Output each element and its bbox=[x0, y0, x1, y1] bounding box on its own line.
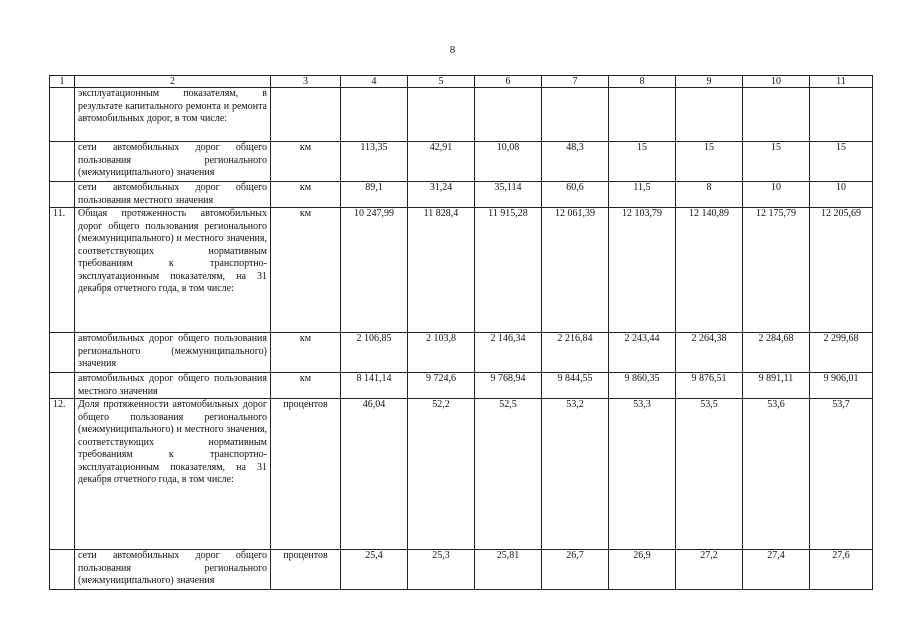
value-cell: 53,3 bbox=[609, 399, 676, 550]
column-number: 6 bbox=[475, 76, 542, 88]
indicator-description: сети автомобильных дорог общего пользования регионального (межмуниципального) значения bbox=[75, 550, 271, 590]
value-cell: 10 247,99 bbox=[341, 208, 408, 333]
unit-cell: км bbox=[271, 182, 341, 208]
value-cell: 15 bbox=[609, 142, 676, 182]
indicator-description: сети автомобильных дорог общего пользования регионального (межмуниципального) значения bbox=[75, 142, 271, 182]
value-cell bbox=[676, 88, 743, 142]
value-cell: 2 106,85 bbox=[341, 333, 408, 373]
value-cell: 9 768,94 bbox=[475, 373, 542, 399]
column-number: 10 bbox=[743, 76, 810, 88]
column-number: 11 bbox=[810, 76, 873, 88]
row-number bbox=[50, 550, 75, 590]
unit-cell: км bbox=[271, 373, 341, 399]
value-cell: 9 860,35 bbox=[609, 373, 676, 399]
column-number-row bbox=[50, 76, 873, 88]
unit-cell bbox=[271, 88, 341, 142]
page-number: 8 bbox=[449, 44, 456, 56]
value-cell: 9 906,01 bbox=[810, 373, 873, 399]
indicator-description: эксплуатационным показателям, в результате капитального ремонта и ремонта автомобильных дорог, в том числе: bbox=[75, 88, 271, 142]
value-cell: 2 146,34 bbox=[475, 333, 542, 373]
unit-cell: км bbox=[271, 142, 341, 182]
column-number: 9 bbox=[676, 76, 743, 88]
value-cell: 48,3 bbox=[542, 142, 609, 182]
indicators-table bbox=[49, 75, 873, 590]
value-cell: 12 205,69 bbox=[810, 208, 873, 333]
value-cell: 15 bbox=[743, 142, 810, 182]
unit-cell: км bbox=[271, 333, 341, 373]
table-row bbox=[50, 333, 873, 373]
value-cell: 15 bbox=[676, 142, 743, 182]
value-cell bbox=[609, 88, 676, 142]
table-row bbox=[50, 88, 873, 142]
indicator-description: автомобильных дорог общего пользования регионального (межмуниципального) значения bbox=[75, 333, 271, 373]
value-cell: 2 243,44 bbox=[609, 333, 676, 373]
value-cell: 2 264,38 bbox=[676, 333, 743, 373]
table-row bbox=[50, 373, 873, 399]
unit-cell: процентов bbox=[271, 399, 341, 550]
value-cell bbox=[810, 88, 873, 142]
value-cell bbox=[743, 88, 810, 142]
value-cell: 25,3 bbox=[408, 550, 475, 590]
value-cell: 35,114 bbox=[475, 182, 542, 208]
value-cell: 2 299,68 bbox=[810, 333, 873, 373]
value-cell: 113,35 bbox=[341, 142, 408, 182]
value-cell: 31,24 bbox=[408, 182, 475, 208]
value-cell: 42,91 bbox=[408, 142, 475, 182]
column-number: 3 bbox=[271, 76, 341, 88]
value-cell: 12 140,89 bbox=[676, 208, 743, 333]
row-number bbox=[50, 373, 75, 399]
value-cell: 11 828,4 bbox=[408, 208, 475, 333]
value-cell: 26,7 bbox=[542, 550, 609, 590]
value-cell: 25,81 bbox=[475, 550, 542, 590]
table-row bbox=[50, 550, 873, 590]
row-number bbox=[50, 333, 75, 373]
row-number: 11. bbox=[50, 208, 75, 333]
column-number: 1 bbox=[50, 76, 75, 88]
value-cell: 11,5 bbox=[609, 182, 676, 208]
table-row bbox=[50, 182, 873, 208]
value-cell: 9 876,51 bbox=[676, 373, 743, 399]
value-cell: 8 141,14 bbox=[341, 373, 408, 399]
table-row bbox=[50, 399, 873, 550]
value-cell bbox=[341, 88, 408, 142]
value-cell: 12 061,39 bbox=[542, 208, 609, 333]
unit-cell: км bbox=[271, 208, 341, 333]
row-number: 12. bbox=[50, 399, 75, 550]
value-cell: 27,2 bbox=[676, 550, 743, 590]
value-cell: 53,6 bbox=[743, 399, 810, 550]
value-cell: 12 103,79 bbox=[609, 208, 676, 333]
unit-cell: процентов bbox=[271, 550, 341, 590]
value-cell: 9 844,55 bbox=[542, 373, 609, 399]
value-cell bbox=[475, 88, 542, 142]
value-cell: 46,04 bbox=[341, 399, 408, 550]
value-cell: 10 bbox=[810, 182, 873, 208]
value-cell: 89,1 bbox=[341, 182, 408, 208]
value-cell: 15 bbox=[810, 142, 873, 182]
value-cell: 26,9 bbox=[609, 550, 676, 590]
value-cell: 2 284,68 bbox=[743, 333, 810, 373]
value-cell: 9 724,6 bbox=[408, 373, 475, 399]
column-number: 5 bbox=[408, 76, 475, 88]
row-number bbox=[50, 142, 75, 182]
row-number bbox=[50, 88, 75, 142]
value-cell: 10 bbox=[743, 182, 810, 208]
value-cell: 27,4 bbox=[743, 550, 810, 590]
value-cell: 2 103,8 bbox=[408, 333, 475, 373]
value-cell bbox=[408, 88, 475, 142]
table-row bbox=[50, 142, 873, 182]
value-cell: 53,5 bbox=[676, 399, 743, 550]
value-cell: 8 bbox=[676, 182, 743, 208]
indicator-description: сети автомобильных дорог общего пользования местного значения bbox=[75, 182, 271, 208]
table-row bbox=[50, 208, 873, 333]
row-number bbox=[50, 182, 75, 208]
value-cell bbox=[542, 88, 609, 142]
value-cell: 52,5 bbox=[475, 399, 542, 550]
value-cell: 52,2 bbox=[408, 399, 475, 550]
value-cell: 12 175,79 bbox=[743, 208, 810, 333]
column-number: 8 bbox=[609, 76, 676, 88]
value-cell: 2 216,84 bbox=[542, 333, 609, 373]
value-cell: 10,08 bbox=[475, 142, 542, 182]
value-cell: 9 891,11 bbox=[743, 373, 810, 399]
indicator-description: Доля протяженности автомобильных дорог общего пользования регионального (межмуниципального) и местного значения, соответствующих нормативным требованиям к транспортно-эксплуатационным показателям, на 31 декабря отчетного года, в том числе: bbox=[75, 399, 271, 550]
indicator-description: автомобильных дорог общего пользования местного значения bbox=[75, 373, 271, 399]
value-cell: 53,2 bbox=[542, 399, 609, 550]
column-number: 7 bbox=[542, 76, 609, 88]
value-cell: 53,7 bbox=[810, 399, 873, 550]
value-cell: 27,6 bbox=[810, 550, 873, 590]
value-cell: 25,4 bbox=[341, 550, 408, 590]
indicator-description: Общая протяженность автомобильных дорог общего пользования регионального (межмуниципального) и местного значения, соответствующих нормативным требованиям к транспортно-эксплуатационным показателям, на 31 декабря отчетного года, в том числе: bbox=[75, 208, 271, 333]
value-cell: 60,6 bbox=[542, 182, 609, 208]
value-cell: 11 915,28 bbox=[475, 208, 542, 333]
column-number: 4 bbox=[341, 76, 408, 88]
column-number: 2 bbox=[75, 76, 271, 88]
